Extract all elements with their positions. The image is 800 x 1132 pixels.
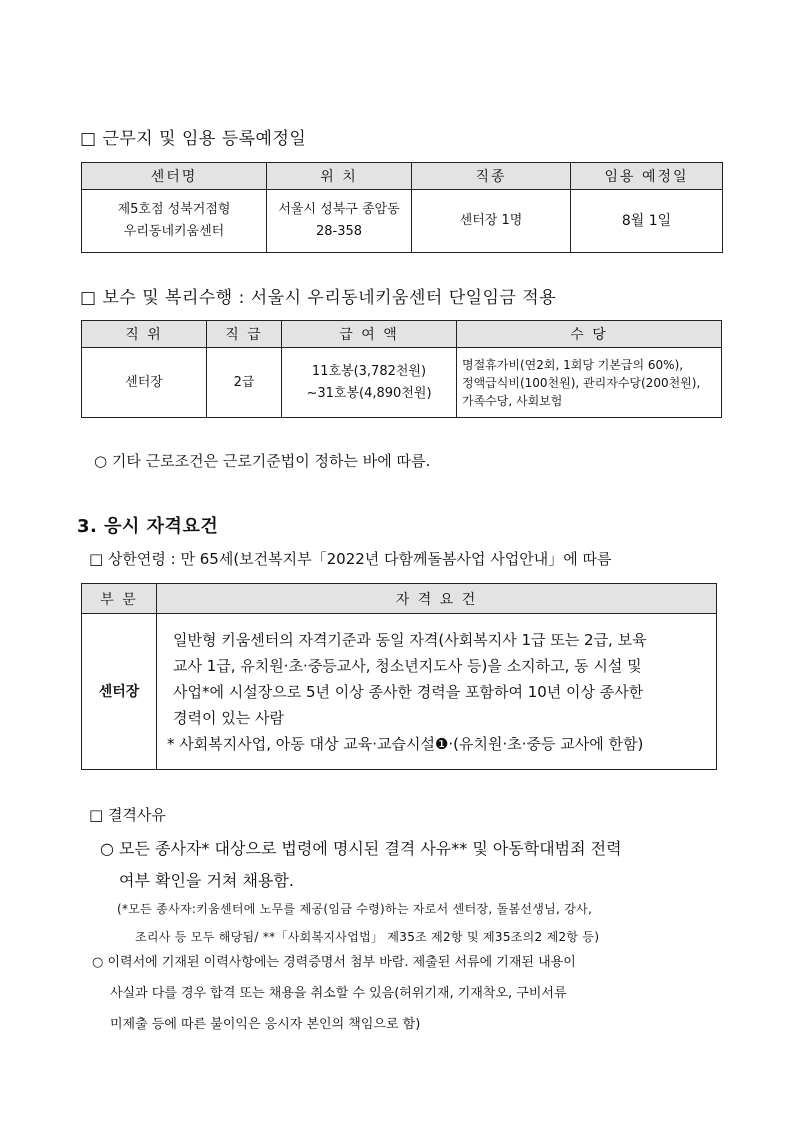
disqualification-heading: □ 결격사유 [89,806,166,824]
position-cell: 센터장 [82,348,207,418]
location-cell: 서울시 성북구 종암동 28-358 [267,190,412,253]
allowance-cell: 명절휴가비(연2회, 1회당 기본급의 60%), 정액급식비(100천원), 관리자수당(200천원), 가족수당, 사회보험 [457,348,722,418]
col-date: 임용 예정일 [571,163,723,190]
grade-cell: 2급 [207,348,282,418]
pay-heading: □ 보수 및 복리수행 : 서울시 우리동네키움센터 단일임금 적용 [80,288,557,308]
col-position: 직 위 [82,321,207,348]
disqualification-note: (*모든 종사자:키움센터에 노무를 제공(임금 수령)하는 자로서 센터장, 돌봄선생님, 강사, 조리사 등 모두 해당됨/ **「사회복지사업법」 제35조 제2항 및 제35조의2 제2항 등) [117,902,600,944]
qualification-heading: 3. 응시 자격요건 [77,516,219,537]
requirements-cell: 일반형 키움센터의 자격기준과 동일 자격(사회복지사 1급 또는 2급, 보육 교사 1급, 유치원·초·중등교사, 청소년지도사 등)을 소지하고, 동 시설 및 사업*에 시설장으로 5년 이상 종사한 경력을 포함하여 10년 이상 종사한 경력이 있는 사람 * 사회복지사업, 아동 대상 교육·교습시설❶·(유치원·초·중등 교사에 한함) [157,614,717,770]
col-requirements: 자 격 요 건 [157,584,717,614]
pay-note: ○ 기타 근로조건은 근로기준법이 정하는 바에 따름. [94,452,431,470]
age-limit: □ 상한연령 : 만 65세(보건복지부「2022년 다함께돌봄사업 사업안내」에 따름 [89,550,612,568]
workplace-table [81,162,723,253]
workplace-heading: □ 근무지 및 임용 등록예정일 [80,129,307,149]
col-allowance: 수 당 [457,321,722,348]
col-job: 직종 [412,163,571,190]
qualification-table [81,583,717,770]
salary-cell: 11호봉(3,782천원) ~31호봉(4,890천원) [282,348,457,418]
dept-cell: 센터장 [82,614,157,770]
center-name-cell: 제5호점 성북거점형 우리동네키움센터 [82,190,267,253]
disqualification-item-2: ○ 이력서에 기재된 이력사항에는 경력증명서 첨부 바람. 제출된 서류에 기재된 내용이 사실과 다를 경우 합격 또는 채용을 취소할 수 있음(허위기재, 기재착오, 구비서류 미제출 등에 따른 불이익은 응시자 본인의 책임으로 함) [92,955,576,1032]
table-row [82,190,723,253]
col-salary: 급 여 액 [282,321,457,348]
col-grade: 직 급 [207,321,282,348]
col-center-name: 센터명 [82,163,267,190]
date-cell: 8월 1일 [571,190,723,253]
disqualification-item-1: ○ 모든 종사자* 대상으로 법령에 명시된 결격 사유** 및 아동학대범죄 전력 여부 확인을 거쳐 채용함. [100,839,622,890]
table-row [82,348,722,418]
job-cell: 센터장 1명 [412,190,571,253]
col-dept: 부 문 [82,584,157,614]
pay-table [81,320,722,418]
col-location: 위 치 [267,163,412,190]
table-row [82,614,717,770]
